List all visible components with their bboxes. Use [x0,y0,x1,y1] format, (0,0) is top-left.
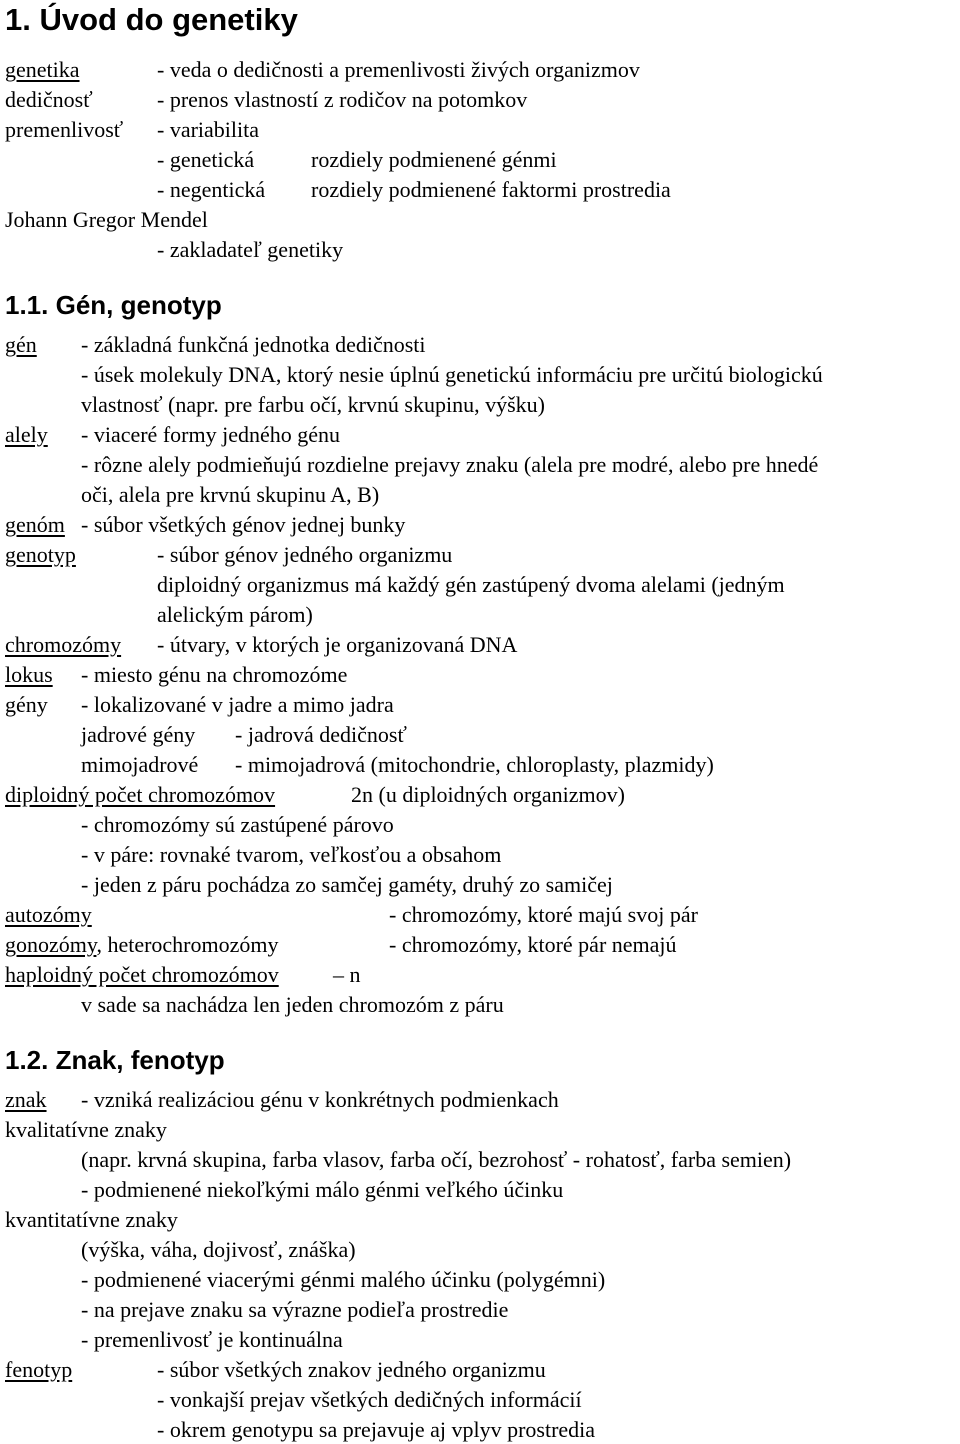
page-title: 1. Úvod do genetiky [5,2,298,37]
definition-negenticka: rozdiely podmienené faktormi prostredia [311,177,671,202]
kvalitativne-line-1: (napr. krvná skupina, farba vlasov, farba očí, bezrohosť - rohatosť, farba semien) [81,1147,792,1172]
term-genotyp: genotyp [5,542,76,567]
definition-alely-1: - viaceré formy jedného génu [81,422,340,447]
definition-gonozomy: - chromozómy, ktoré pár nemajú [389,932,677,957]
term-autozomy: autozómy [5,902,92,927]
kvantitativne-line-2: - podmienené viacerými génmi malého účinku (polygémni) [81,1267,606,1292]
definition-dedicnost: - prenos vlastností z rodičov na potomkov [157,87,528,112]
diploid-line-3: - jeden z páru pochádza zo samčej gaméty, druhý zo samičej [81,872,613,897]
term-mendel: Johann Gregor Mendel [5,207,208,232]
term-gen: gén [5,332,37,357]
definition-geny: - lokalizované v jadre a mimo jadra [81,692,394,717]
definition-mimojadrove: - mimojadrová (mitochondrie, chloroplasty, plazmidy) [235,752,714,777]
subterm-negenticka: - negentická [157,177,266,202]
section-heading-znak-fenotyp: 1.2. Znak, fenotyp [5,1045,225,1075]
definition-geneticka: rozdiely podmienené génmi [311,147,557,172]
subterm-jadrove-geny: jadrové gény [81,722,196,747]
term-znak: znak [5,1087,47,1112]
term-gonozomy [5,932,279,958]
definition-genotyp-2: diploidný organizmus má každý gén zastúpený dvoma alelami (jedným [157,572,785,597]
definition-alely-3: oči, alela pre krvnú skupinu A, B) [81,482,380,507]
subterm-mimojadrove: mimojadrové [81,752,199,777]
definition-diploidny-pocet: 2n (u diploidných organizmov) [351,782,625,807]
definition-genotyp-1: - súbor génov jedného organizmu [157,542,453,567]
section-heading-gen-genotyp: 1.1. Gén, genotyp [5,290,222,320]
term-genetika: genetika [5,57,80,82]
kvantitativne-line-1: (výška, váha, dojivosť, znáška) [81,1237,356,1262]
definition-jadrove-geny: - jadrová dedičnosť [235,722,407,747]
term-chromozomy: chromozómy [5,632,122,657]
term-haploidny-pocet: haploidný počet chromozómov [5,962,279,987]
term-lokus: lokus [5,662,53,687]
term-heterochromozomy: , heterochromozómy [96,932,279,957]
term-premenlivost: premenlivosť [5,117,124,142]
definition-genetika: - veda o dedičnosti a premenlivosti živých organizmov [157,57,640,82]
definition-fenotyp-3: - okrem genotypu sa prejavuje aj vplyv prostredia [157,1417,596,1442]
kvantitativne-line-4: - premenlivosť je kontinuálna [81,1327,343,1352]
diploid-line-2: - v páre: rovnaké tvarom, veľkosťou a obsahom [81,842,502,867]
definition-autozomy: - chromozómy, ktoré majú svoj pár [389,902,698,927]
subterm-geneticka: - genetická [157,147,255,172]
definition-znak: - vzniká realizáciou génu v konkrétnych podmienkach [81,1087,559,1112]
definition-fenotyp-1: - súbor všetkých znakov jedného organizmu [157,1357,546,1382]
definition-genom: - súbor všetkých génov jednej bunky [81,512,406,537]
term-gonozomy-underlined: gonozómy [5,932,97,957]
diploid-line-1: - chromozómy sú zastúpené párovo [81,812,394,837]
term-genom: genóm [5,512,65,537]
kvantitativne-line-3: - na prejave znaku sa výrazne podieľa prostredie [81,1297,509,1322]
definition-fenotyp-2: - vonkajší prejav všetkých dedičných informácií [157,1387,582,1412]
definition-alely-2: - rôzne alely podmieňujú rozdielne prejavy znaku (alela pre modré, alebo pre hnedé [81,452,819,477]
term-kvantitativne-znaky: kvantitatívne znaky [5,1207,178,1232]
definition-genotyp-3: alelickým párom) [157,602,313,627]
definition-gen-1: - základná funkčná jednotka dedičnosti [81,332,426,357]
definition-gen-2: - úsek molekuly DNA, ktorý nesie úplnú genetickú informáciu pre určitú biologickú [81,362,823,387]
term-geny: gény [5,692,48,717]
term-alely: alely [5,422,48,447]
kvalitativne-line-2: - podmienené niekoľkými málo génmi veľkého účinku [81,1177,564,1202]
definition-premenlivost: - variabilita [157,117,260,142]
term-fenotyp: fenotyp [5,1357,73,1382]
haploid-line-1: v sade sa nachádza len jeden chromozóm z páru [81,992,504,1017]
definition-chromozomy: - útvary, v ktorých je organizovaná DNA [157,632,518,657]
definition-mendel: - zakladateľ genetiky [157,237,344,262]
term-diploidny-pocet: diploidný počet chromozómov [5,782,276,807]
definition-lokus: - miesto génu na chromozóme [81,662,348,687]
term-kvalitativne-znaky: kvalitatívne znaky [5,1117,167,1142]
definition-haploidny-pocet: – n [333,962,361,987]
definition-gen-3: vlastnosť (napr. pre farbu očí, krvnú skupinu, výšku) [81,392,545,417]
term-dedicnost: dedičnosť [5,87,93,112]
